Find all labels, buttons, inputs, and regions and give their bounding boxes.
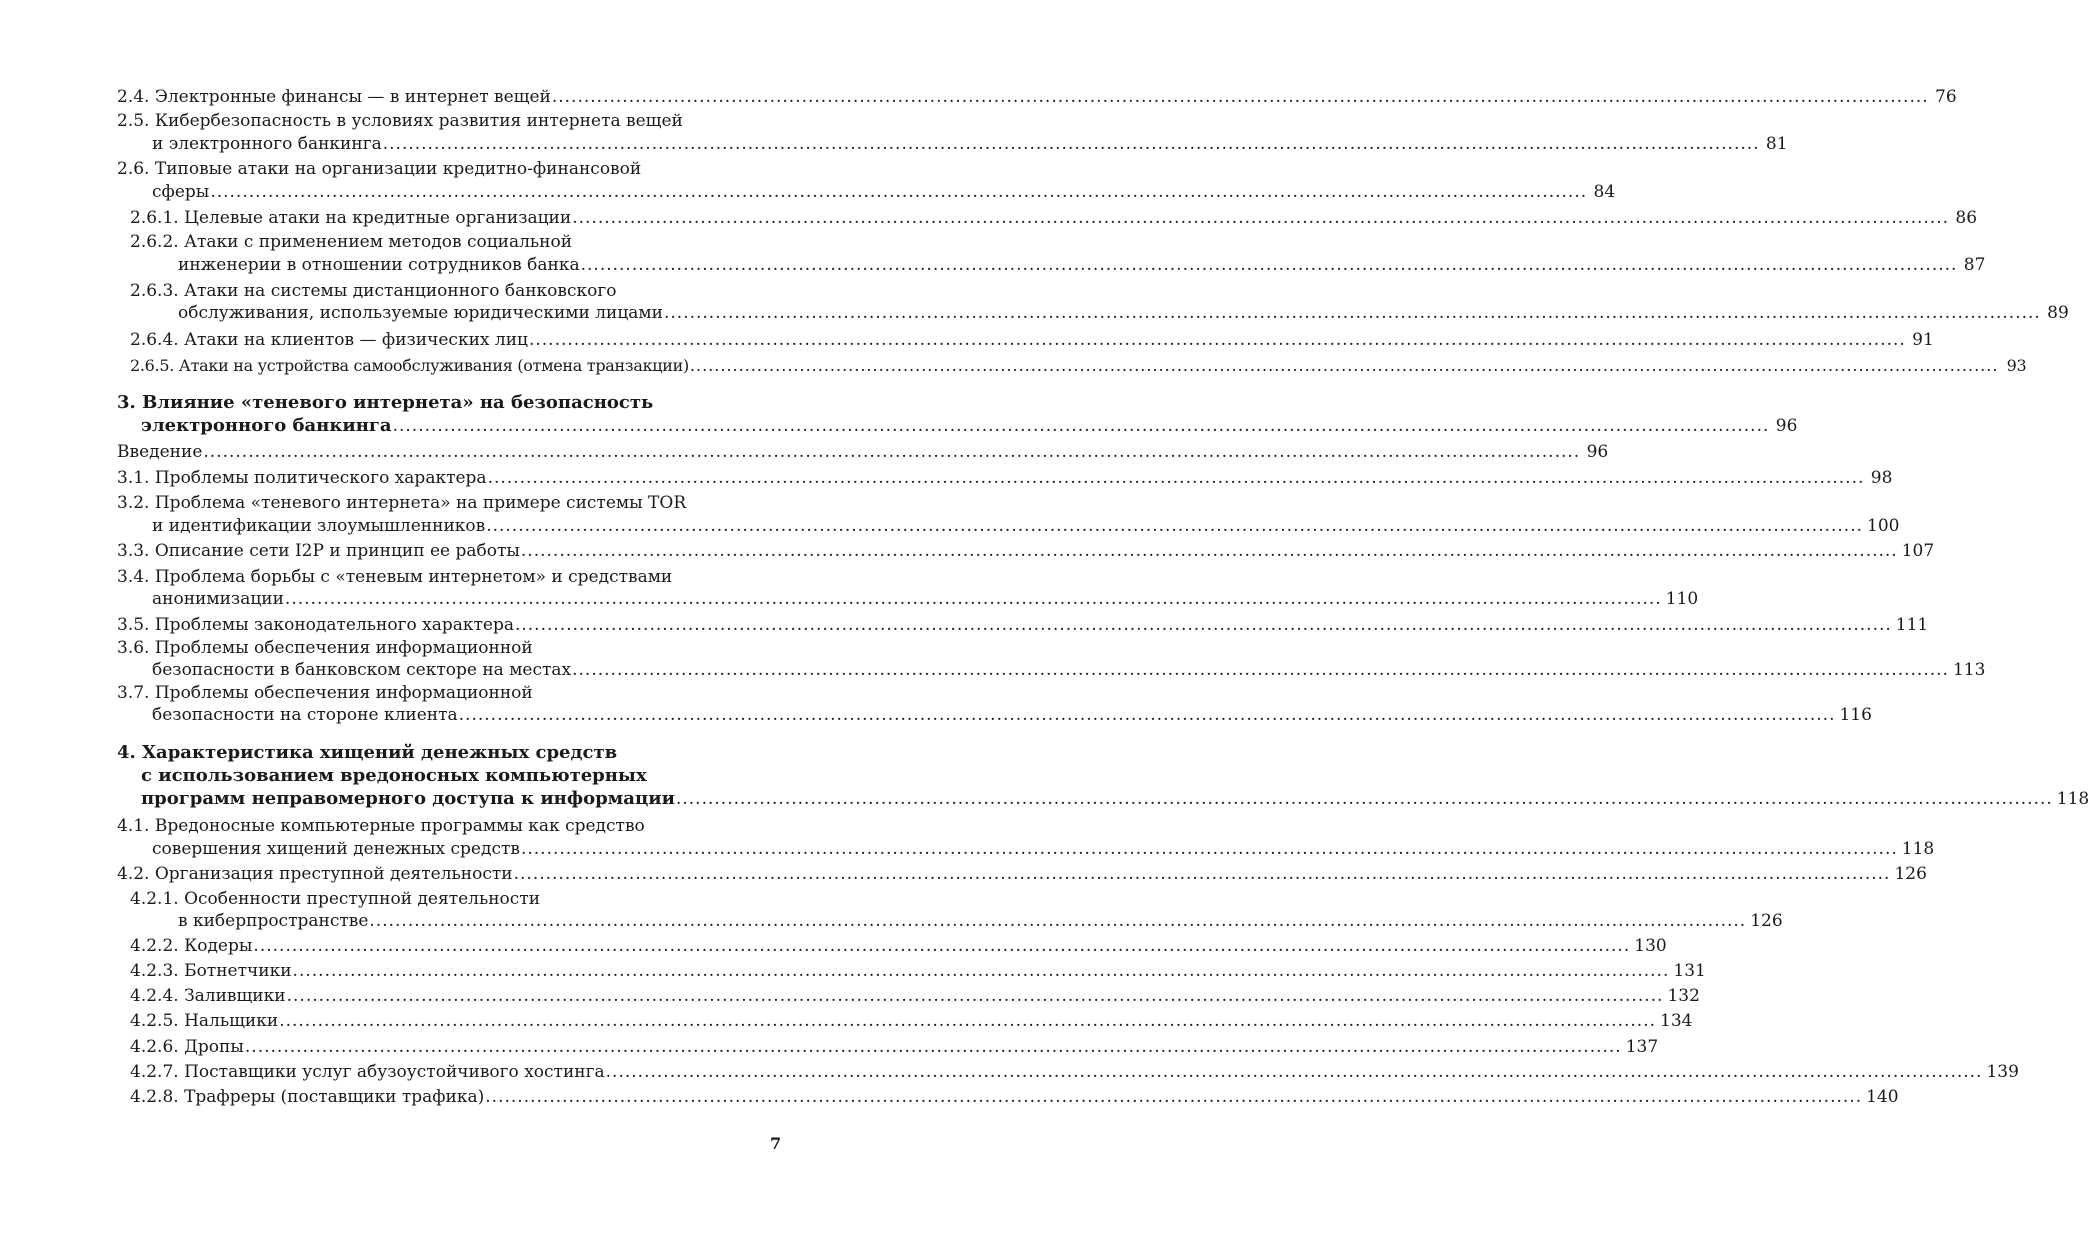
entry-title: и электронного банкинга bbox=[152, 134, 382, 154]
entry-number: 4.2.1. bbox=[130, 889, 179, 909]
toc-entry bbox=[130, 1036, 1659, 1059]
entry-number: 4.2.7. bbox=[130, 1062, 179, 1082]
entry-page: 87 bbox=[1963, 255, 1986, 275]
entry-number: 2.6.1. bbox=[130, 208, 179, 228]
entry-page: 84 bbox=[1593, 182, 1616, 202]
entry-title-line1: Проблема «теневого интернета» на примере системы TOR bbox=[154, 493, 687, 513]
entry-number: 3.3. bbox=[117, 541, 150, 561]
toc-chapter-first-line bbox=[117, 741, 617, 764]
entry-number: 4.2.3. bbox=[130, 961, 179, 981]
entry-title: Поставщики услуг абузоустойчивого хостинга bbox=[184, 1062, 605, 1082]
toc-entry bbox=[117, 540, 1935, 563]
entry-number: 2.6.3. bbox=[130, 281, 179, 301]
leader-dots bbox=[486, 515, 1863, 538]
chapter-title-line1: Характеристика хищений денежных средств bbox=[142, 742, 618, 763]
entry-page: 81 bbox=[1765, 134, 1788, 154]
entry-title-line1: Типовые атаки на организации кредитно-финансовой bbox=[154, 159, 642, 179]
toc-entry bbox=[130, 354, 2027, 377]
entry-title: анонимизации bbox=[152, 589, 284, 609]
toc-entry bbox=[130, 985, 1700, 1008]
entry-page: 93 bbox=[2006, 356, 2027, 375]
entry-page: 110 bbox=[1665, 589, 1699, 609]
entry-number: 2.6.5. bbox=[130, 356, 174, 375]
chapter-title: электронного банкинга bbox=[141, 415, 392, 436]
entry-page: 139 bbox=[1986, 1062, 2019, 1082]
toc-chapter bbox=[141, 414, 1798, 438]
entry-page: 96 bbox=[1775, 416, 1798, 436]
entry-page: 137 bbox=[1625, 1037, 1659, 1057]
leader-dots bbox=[572, 207, 1949, 230]
entry-title: Нальщики bbox=[184, 1011, 279, 1031]
entry-page: 111 bbox=[1895, 615, 1929, 635]
entry-page: 86 bbox=[1955, 208, 1978, 228]
entry-page: 126 bbox=[1750, 911, 1783, 931]
entry-page: 126 bbox=[1894, 864, 1927, 884]
leader-dots bbox=[488, 467, 1865, 490]
entry-page: 134 bbox=[1660, 1011, 1693, 1031]
toc-entry bbox=[117, 467, 1893, 490]
toc-entry-first-line bbox=[117, 637, 533, 660]
toc-entry bbox=[130, 935, 1667, 958]
toc-entry-first-line bbox=[117, 682, 533, 705]
leader-dots bbox=[210, 181, 1587, 204]
leader-dots bbox=[606, 1061, 1983, 1084]
entry-number: 4.2.4. bbox=[130, 986, 179, 1006]
entry-title-line1: Особенности преступной деятельности bbox=[184, 889, 541, 909]
entry-number: 4.2.2. bbox=[130, 936, 179, 956]
leader-dots bbox=[279, 1010, 1656, 1033]
entry-title-line1: Проблемы обеспечения информационной bbox=[154, 638, 533, 658]
leader-dots bbox=[253, 935, 1630, 958]
leader-dots bbox=[285, 588, 1662, 611]
toc-entry-first-line bbox=[117, 492, 686, 515]
toc-entry bbox=[152, 659, 1986, 682]
entry-page: 116 bbox=[1839, 705, 1872, 725]
toc-entry bbox=[130, 1061, 2019, 1084]
entry-page: 96 bbox=[1586, 442, 1609, 462]
entry-title: Введение bbox=[117, 442, 203, 462]
entry-title: Проблемы законодательного характера bbox=[154, 615, 514, 635]
entry-title: инженерии в отношении сотрудников банка bbox=[178, 255, 580, 275]
entry-number: 3.6. bbox=[117, 638, 150, 658]
leader-dots bbox=[515, 614, 1892, 637]
chapter-number: 4. bbox=[117, 742, 136, 763]
entry-number: 4.2.8. bbox=[130, 1087, 179, 1107]
chapter-title: программ неправомерного доступа к информации bbox=[141, 788, 675, 809]
toc-entry-first-line bbox=[130, 888, 540, 911]
entry-title: Трафреры (поставщики трафика) bbox=[184, 1087, 485, 1107]
entry-title: и идентификации злоумышленников bbox=[152, 516, 486, 536]
leader-dots bbox=[529, 329, 1906, 352]
chapter-title-line1: Влияние «теневого интернета» на безопасность bbox=[142, 392, 654, 413]
leader-dots bbox=[369, 910, 1746, 933]
entry-title: Целевые атаки на кредитные организации bbox=[184, 208, 572, 228]
entry-title: Атаки на устройства самообслуживания (отмена транзакции) bbox=[178, 356, 689, 375]
leader-dots bbox=[514, 863, 1891, 886]
leader-dots bbox=[293, 960, 1670, 983]
toc-entry-first-line bbox=[117, 110, 683, 133]
entry-title: Дропы bbox=[184, 1037, 244, 1057]
entry-page: 98 bbox=[1870, 468, 1893, 488]
entry-page: 140 bbox=[1866, 1087, 1899, 1107]
entry-page: 91 bbox=[1912, 330, 1934, 350]
entry-title: безопасности в банковском секторе на местах bbox=[152, 660, 572, 680]
entry-number: 4.2.5. bbox=[130, 1011, 179, 1031]
entry-page: 118 bbox=[2056, 789, 2089, 809]
toc-entry bbox=[130, 960, 1706, 983]
toc-entry-first-line bbox=[117, 815, 645, 838]
entry-title: совершения хищений денежных средств bbox=[152, 839, 520, 859]
entry-page: 131 bbox=[1673, 961, 1706, 981]
leader-dots bbox=[664, 302, 2041, 325]
chapter-title-line2: с использованием вредоносных компьютерных bbox=[141, 765, 647, 786]
leader-dots bbox=[690, 354, 1998, 377]
leader-dots bbox=[459, 704, 1836, 727]
entry-page: 132 bbox=[1667, 986, 1700, 1006]
entry-title-line1: Проблемы обеспечения информационной bbox=[154, 683, 533, 703]
page-number: 7 bbox=[770, 1134, 782, 1153]
toc-entry bbox=[130, 329, 1934, 352]
toc-entry bbox=[130, 1086, 1899, 1109]
chapter-number: 3. bbox=[117, 392, 136, 413]
entry-title: сферы bbox=[152, 182, 210, 202]
entry-title: Электронные финансы — в интернет вещей bbox=[154, 87, 551, 107]
toc-entry bbox=[152, 181, 1616, 204]
leader-dots bbox=[572, 659, 1949, 682]
entry-title-line1: Атаки на системы дистанционного банковского bbox=[184, 281, 617, 301]
toc-chapter-first-line bbox=[117, 391, 653, 414]
entry-number: 4.1. bbox=[117, 816, 150, 836]
entry-title: Заливщики bbox=[184, 986, 286, 1006]
entry-title-line1: Вредоносные компьютерные программы как средство bbox=[154, 816, 645, 836]
entry-title: Атаки на клиентов — физических лиц bbox=[184, 330, 528, 350]
toc-entry bbox=[152, 704, 1872, 727]
leader-dots bbox=[676, 788, 2053, 811]
entry-title-line1: Проблема борьбы с «теневым интернетом» и средствами bbox=[154, 567, 673, 587]
leader-dots bbox=[521, 838, 1898, 861]
toc-entry-first-line bbox=[117, 158, 641, 181]
entry-number: 4.2.6. bbox=[130, 1037, 179, 1057]
entry-title: Описание сети I2P и принцип ее работы bbox=[154, 541, 520, 561]
toc-entry-first-line bbox=[117, 566, 672, 589]
entry-page: 113 bbox=[1952, 660, 1986, 680]
entry-number: 2.5. bbox=[117, 111, 150, 131]
toc-entry bbox=[117, 614, 1929, 637]
leader-dots bbox=[203, 441, 1580, 464]
entry-page: 107 bbox=[1901, 541, 1935, 561]
entry-title: безопасности на стороне клиента bbox=[152, 705, 458, 725]
toc-entry bbox=[178, 910, 1783, 933]
entry-number: 3.5. bbox=[117, 615, 150, 635]
leader-dots bbox=[393, 415, 1770, 438]
leader-dots bbox=[485, 1086, 1862, 1109]
toc-chapter-second-line bbox=[141, 764, 647, 787]
toc-entry bbox=[152, 588, 1699, 611]
entry-page: 100 bbox=[1867, 516, 1900, 536]
toc-entry bbox=[152, 133, 1788, 156]
entry-title: обслуживания, используемые юридическими лицами bbox=[178, 303, 663, 323]
leader-dots bbox=[383, 133, 1760, 156]
toc-entry bbox=[152, 838, 1935, 861]
entry-number: 4.2. bbox=[117, 864, 150, 884]
entry-number: 3.2. bbox=[117, 493, 150, 513]
toc-entry-first-line bbox=[130, 231, 572, 254]
toc-entry bbox=[117, 86, 1957, 109]
toc-entry bbox=[152, 515, 1900, 538]
entry-number: 2.6.2. bbox=[130, 232, 179, 252]
entry-title-line1: Кибербезопасность в условиях развития интернета вещей bbox=[154, 111, 683, 131]
entry-title: Проблемы политического характера bbox=[154, 468, 487, 488]
toc-entry-first-line bbox=[130, 280, 617, 303]
entry-title-line1: Атаки с применением методов социальной bbox=[184, 232, 573, 252]
toc-chapter bbox=[141, 787, 2089, 811]
entry-page: 89 bbox=[2047, 303, 2069, 323]
entry-number: 3.7. bbox=[117, 683, 150, 703]
leader-dots bbox=[245, 1036, 1622, 1059]
entry-number: 2.6. bbox=[117, 159, 150, 179]
toc-entry bbox=[117, 863, 1927, 886]
entry-page: 76 bbox=[1935, 87, 1957, 107]
entry-number: 3.4. bbox=[117, 567, 150, 587]
leader-dots bbox=[581, 254, 1958, 277]
toc-entry bbox=[117, 441, 1609, 464]
leader-dots bbox=[521, 540, 1898, 563]
entry-title: Кодеры bbox=[184, 936, 253, 956]
entry-title: Организация преступной деятельности bbox=[154, 864, 513, 884]
leader-dots bbox=[287, 985, 1664, 1008]
entry-number: 3.1. bbox=[117, 468, 150, 488]
entry-title: Ботнетчики bbox=[184, 961, 292, 981]
toc-entry bbox=[178, 302, 2069, 325]
toc-entry bbox=[130, 1010, 1693, 1033]
toc-entry bbox=[130, 207, 1978, 230]
entry-number: 2.4. bbox=[117, 87, 150, 107]
entry-page: 130 bbox=[1634, 936, 1667, 956]
entry-page: 118 bbox=[1901, 839, 1935, 859]
entry-title: в киберпространстве bbox=[178, 911, 369, 931]
leader-dots bbox=[552, 86, 1929, 109]
toc-entry bbox=[178, 254, 1986, 277]
entry-number: 2.6.4. bbox=[130, 330, 179, 350]
